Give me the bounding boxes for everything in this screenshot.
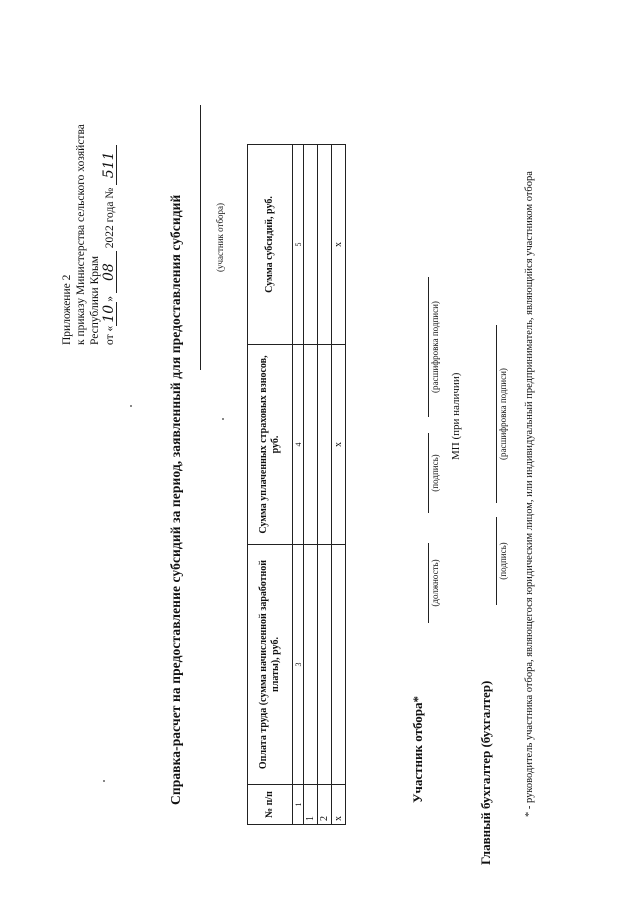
column-number: 5 bbox=[293, 145, 304, 345]
date-year-text: 2022 года № bbox=[104, 187, 116, 249]
accountant-decode-caption: (расшифровка подписи) bbox=[498, 368, 508, 460]
scan-speck bbox=[130, 405, 132, 407]
subsidy-table bbox=[247, 144, 346, 825]
date-day-close: » bbox=[104, 296, 116, 302]
date-month: 08 bbox=[102, 251, 117, 293]
stamp-placeholder: МП (при наличии) bbox=[450, 372, 462, 460]
footnote: * - руководитель участника отбора, являющегося юридическим лицом, или индивидуальный предприниматель, являющийся участником отбора bbox=[524, 171, 535, 817]
decode-caption: (расшифровка подписи) bbox=[430, 301, 440, 393]
header-cell: Сумма уплаченных страховых взносов, руб. bbox=[248, 345, 293, 545]
table-row bbox=[304, 145, 318, 825]
table-cell: x bbox=[332, 345, 346, 545]
date-day: 10 bbox=[102, 302, 117, 326]
header-cell: Оплата труда (сумма начисленной заработной платы), руб. bbox=[248, 545, 293, 785]
table-cell bbox=[318, 545, 332, 785]
participant-decode-line bbox=[428, 277, 429, 417]
table-cell bbox=[304, 145, 318, 345]
appendix-header bbox=[60, 124, 117, 345]
order-number: 511 bbox=[102, 145, 117, 185]
scan-speck bbox=[222, 418, 224, 420]
table-cell bbox=[304, 545, 318, 785]
appendix-date-line bbox=[102, 124, 117, 345]
position-caption: (должность) bbox=[430, 559, 440, 607]
column-number: 4 bbox=[293, 345, 304, 545]
accountant-signature-caption: (подпись) bbox=[498, 542, 508, 580]
column-number: 3 bbox=[293, 545, 304, 785]
table-cell bbox=[318, 345, 332, 545]
table-header-row bbox=[248, 145, 293, 825]
table-cell bbox=[318, 145, 332, 345]
table-row bbox=[332, 145, 346, 825]
appendix-number: Приложение 2 bbox=[61, 274, 73, 345]
accountant-signature-line bbox=[496, 517, 497, 605]
appendix-order-ref: к приказу Министерства сельского хозяйства bbox=[75, 124, 87, 345]
table-row bbox=[318, 145, 332, 825]
scan-speck bbox=[103, 780, 105, 782]
header-cell: Сумма субсидий, руб. bbox=[248, 145, 293, 345]
table-cell: 1 bbox=[304, 785, 318, 825]
column-number: 1 bbox=[293, 785, 304, 825]
table-cell: 2 bbox=[318, 785, 332, 825]
accountant-signature-label: Главный бухгалтер (бухгалтер) bbox=[478, 680, 493, 865]
date-prefix: от « bbox=[104, 325, 116, 345]
participant-signature-label: Участник отбора* bbox=[410, 695, 425, 803]
signature-caption: (подпись) bbox=[430, 454, 440, 492]
table-cell bbox=[332, 545, 346, 785]
table-cell: x bbox=[332, 145, 346, 345]
position-line bbox=[428, 543, 429, 623]
appendix-region: Республики Крым bbox=[89, 256, 101, 345]
document-title: Справка-расчет на предоставление субсидий за период, заявленный для предоставления субсидий bbox=[168, 194, 183, 805]
participant-signature-line bbox=[428, 433, 429, 513]
column-number-row bbox=[293, 145, 304, 825]
participant-blank-line bbox=[200, 105, 201, 370]
accountant-decode-line bbox=[496, 325, 497, 503]
participant-caption: (участник отбора) bbox=[215, 202, 225, 273]
table-cell bbox=[304, 345, 318, 545]
header-cell: № п/п bbox=[248, 785, 293, 825]
table-cell: x bbox=[332, 785, 346, 825]
